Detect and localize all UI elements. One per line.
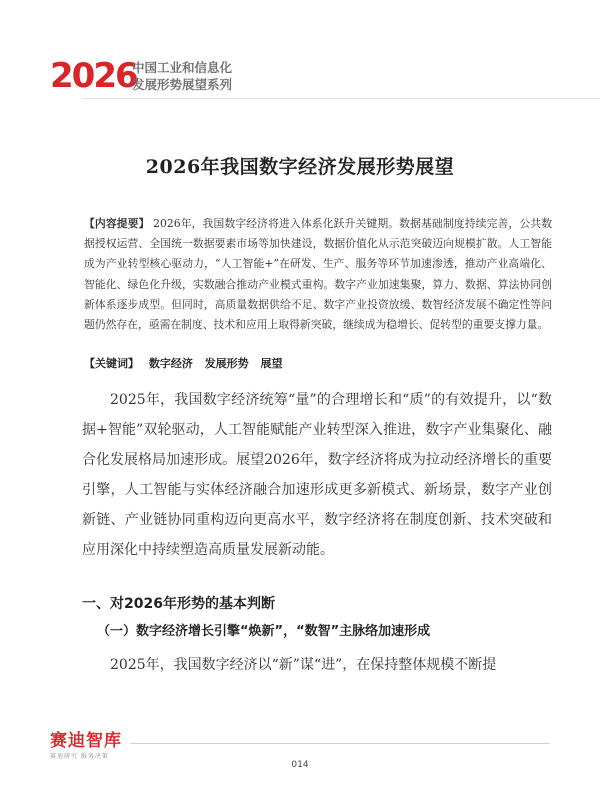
abstract-block: [84, 214, 552, 335]
footer-brand-tagline: 赛迪研究 服务决策: [50, 753, 109, 760]
keywords-label: 【关键词】: [84, 357, 139, 370]
abstract-text: 2026年，我国数字经济将进入体系化跃升关键期。数据基础制度持续完善，公共数据授权运营、全国统一数据要素市场等加快建设，数据价值化从示范突破迈向规模扩散。人工智能成为产业转型核心驱动力，“人工智能+”在研发、生产、服务等环节加速渗透，推动产业高端化、智能化、绿色化升级，实数融合推动产业模式重构。数字产业加速集聚，算力、数据、算法协同创新体系逐步成型。但同时，高质量数据供给不足、数字产业投资放缓、数智经济发展不确定性等问题仍然存在，亟需在制度、技术和应用上取得新突破，继续成为稳增长、促转型的重要支撑力量。: [84, 217, 552, 332]
series-title-line2: 发展形势展望系列: [132, 77, 233, 92]
series-title-line1: 中国工业和信息化: [132, 60, 233, 75]
keyword-item: 发展形势: [204, 357, 249, 370]
body-paragraph-intro: 2025年，我国数字经济统筹“量”的合理增长和“质”的有效提升，以“数据+智能”双轮驱动，人工智能赋能产业转型深入推进，数字产业集聚化、融合化发展格局加速形成。展望2026年，数字经济将成为拉动经济增长的重要引擎，人工智能与实体经济融合加速形成更多新模式、新场景，数字产业创新链、产业链协同重构迈向更高水平，数字经济将在制度创新、技术突破和应用深化中持续塑造高质量发展新动能。: [82, 392, 552, 558]
footer-brand-logo: [50, 731, 122, 760]
series-logo-year: 2026: [50, 56, 137, 96]
body-paragraph-section: 2025年，我国数字经济以“新”谋“进”，在保持整体规模不断提: [110, 657, 497, 673]
page-header: [50, 56, 550, 96]
subsection-heading: （一）数字经济增长引擎“焕新”，“数智”主脉络加速形成: [97, 624, 431, 639]
footer-brand-name: 赛迪智库: [50, 731, 122, 751]
footer-divider: [130, 743, 550, 744]
series-title: [132, 59, 232, 93]
header-divider: [82, 98, 600, 99]
keyword-item: 展望: [260, 357, 283, 370]
section-heading: 一、对2026年形势的基本判断: [82, 596, 275, 612]
abstract-label: 【内容提要】: [84, 217, 150, 230]
keyword-item: 数字经济: [148, 357, 193, 370]
keywords-block: [84, 355, 552, 371]
page-number: 014: [291, 760, 309, 770]
article-title: 2026年我国数字经济发展形势展望: [145, 156, 455, 178]
